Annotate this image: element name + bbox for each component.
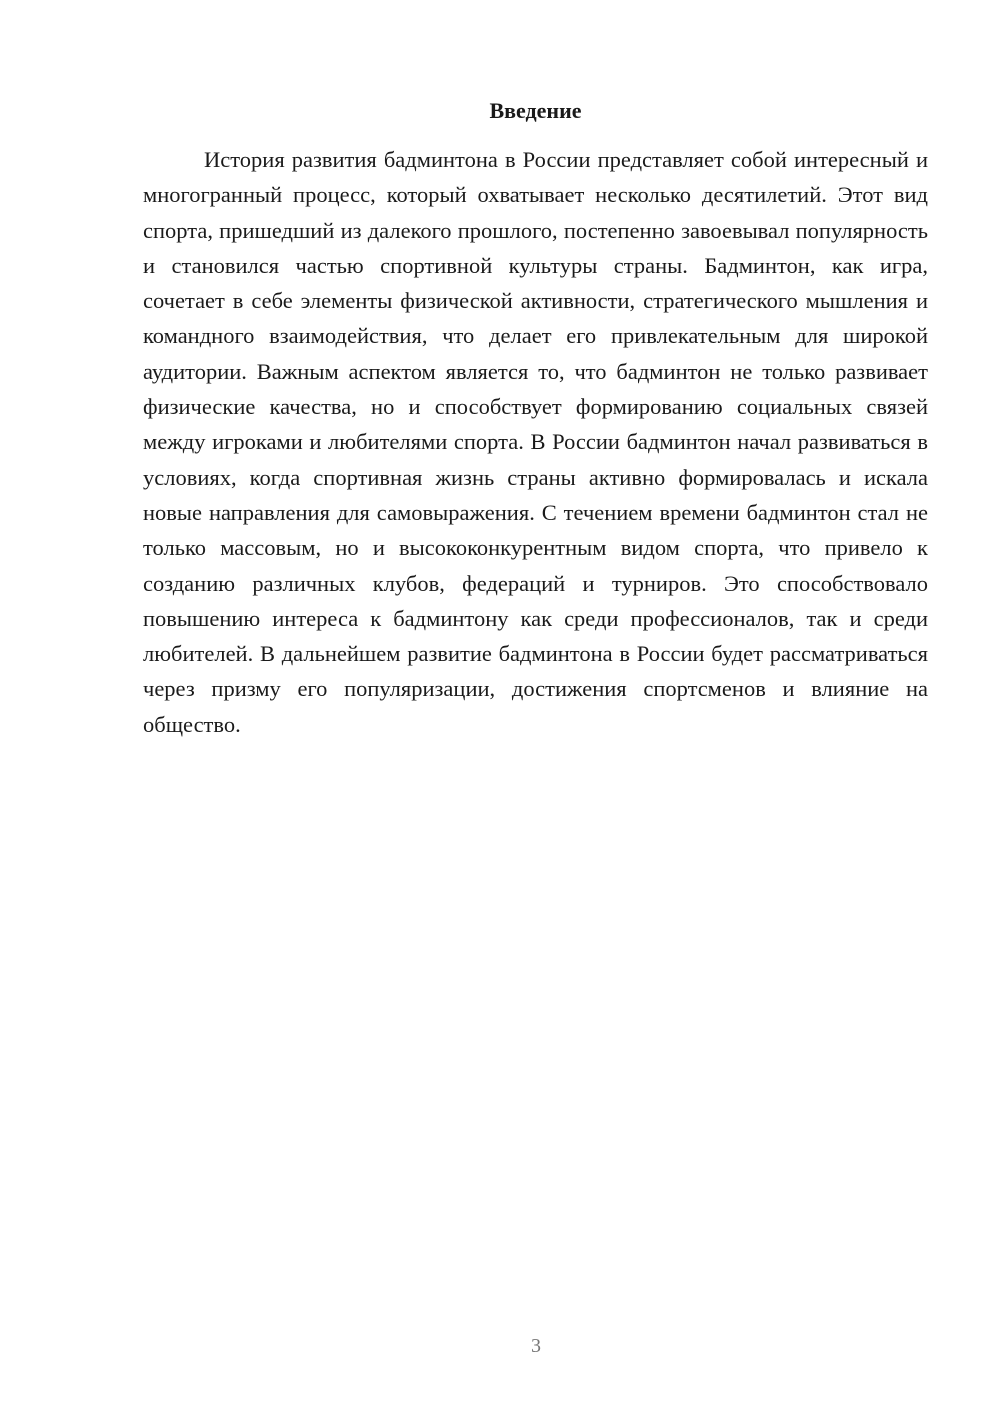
page-number: 3: [531, 1335, 541, 1357]
introduction-paragraph: История развития бадминтона в России представляет собой интересный и многогранный процесс, который охватывает несколько десятилетий. Этот вид спорта, пришедший из далекого прошлого, постепенно завоевывал популярность и становился частью спортивной культуры страны. Бадминтон, как игра, сочетает в себе элементы физической активности, стратегического мышления и командного взаимодействия, что делает его привлекательным для широкой аудитории. Важным аспектом является то, что бадминтон не только развивает физические качества, но и способствует формированию социальных связей между игроками и любителями спорта. В России бадминтон начал развиваться в условиях, когда спортивная жизнь страны активно формировалась и искала новые направления для самовыражения. С течением времени бадминтон стал не только массовым, но и высококонкурентным видом спорта, что привело к созданию различных клубов, федераций и турниров. Это способствовало повышению интереса к бадминтону как среди профессионалов, так и среди любителей. В дальнейшем развитие бадминтона в России будет рассматриваться через призму его популяризации, достижения спортсменов и влияние на общество.: [143, 147, 928, 737]
section-heading: Введение: [489, 98, 582, 123]
